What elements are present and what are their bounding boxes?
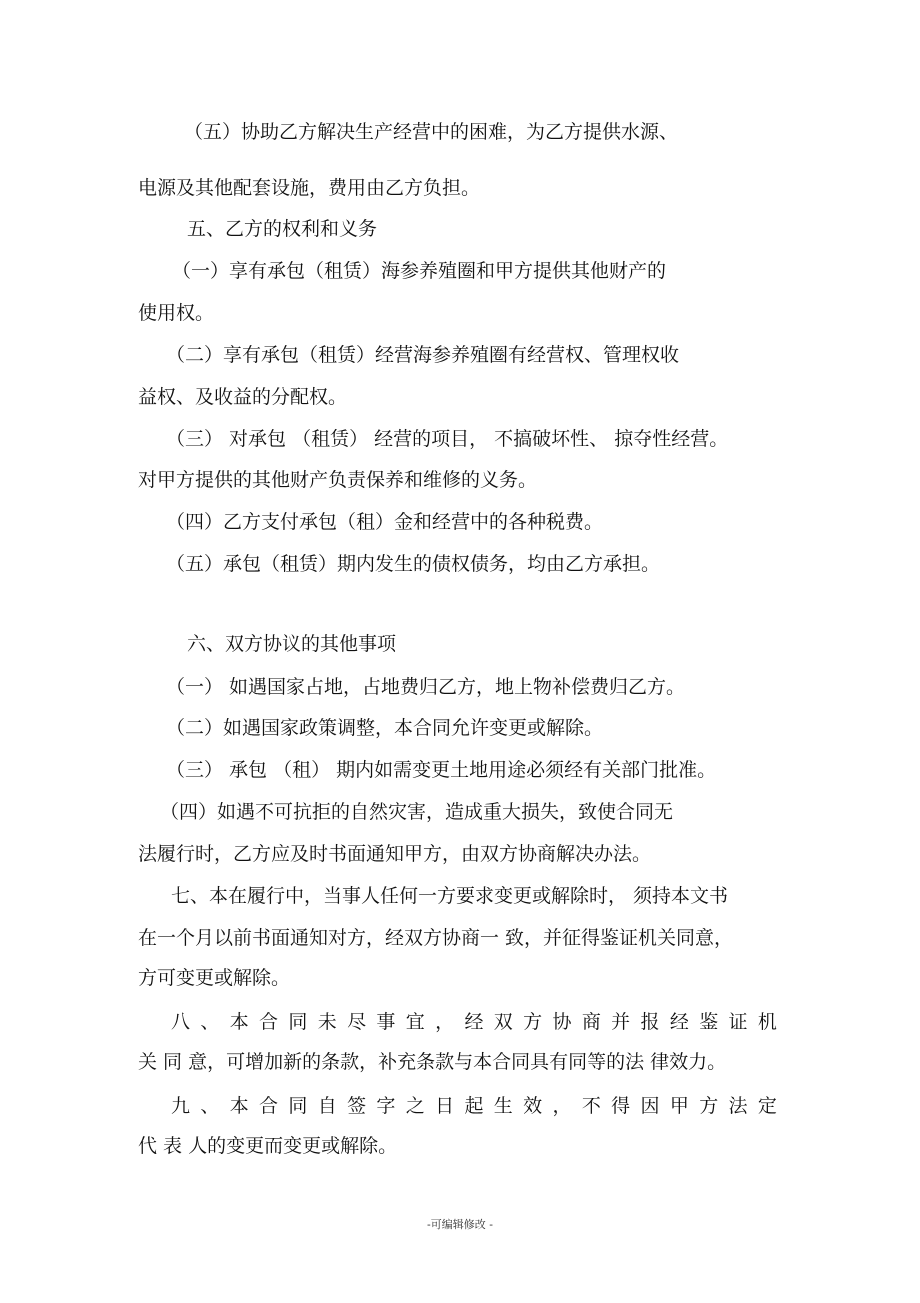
text-char: 协 bbox=[552, 1011, 572, 1033]
text-line: （二）如遇国家政策调整，本合同允许变更或解除。 bbox=[166, 717, 604, 739]
text-char: 本 bbox=[229, 1011, 249, 1033]
text-char: 起 bbox=[464, 1095, 484, 1117]
text-char: 、 bbox=[200, 1011, 220, 1033]
text-char: 甲 bbox=[669, 1095, 689, 1117]
text-char: 自 bbox=[317, 1095, 337, 1117]
text-char: 未 bbox=[317, 1011, 337, 1033]
text-char: 同 bbox=[288, 1011, 308, 1033]
text-char: 尽 bbox=[347, 1011, 367, 1033]
text-char: 因 bbox=[640, 1095, 660, 1117]
text-line: 对甲方提供的其他财产负责保养和维修的义务。 bbox=[138, 469, 538, 491]
text-line: 法履行时，乙方应及时书面通知甲方，由双方协商解决办法。 bbox=[138, 843, 652, 865]
text-char: 法 bbox=[728, 1095, 748, 1117]
text-line: 使用权。 bbox=[138, 302, 215, 324]
text-char: 不 bbox=[581, 1095, 601, 1117]
text-char: 生 bbox=[493, 1095, 513, 1117]
text-char: 定 bbox=[757, 1095, 777, 1117]
text-char: 证 bbox=[728, 1011, 748, 1033]
text-line: 关 同 意，可增加新的条款，补充条款与本合同具有同等的法 律效力。 bbox=[138, 1051, 727, 1073]
text-char: 字 bbox=[376, 1095, 396, 1117]
text-char: 经 bbox=[669, 1011, 689, 1033]
text-line-justified bbox=[171, 1010, 777, 1034]
text-char: 商 bbox=[581, 1011, 601, 1033]
text-char: 之 bbox=[405, 1095, 425, 1117]
text-char: 鉴 bbox=[699, 1011, 719, 1033]
text-line: （四）乙方支付承包（租）金和经营中的各种税费。 bbox=[166, 511, 604, 533]
text-char: 九 bbox=[171, 1095, 191, 1117]
text-line: （五）承包（租赁）期内发生的债权债务，均由乙方承担。 bbox=[166, 553, 661, 575]
text-char: ， bbox=[435, 1011, 455, 1033]
text-char: 效 bbox=[523, 1095, 543, 1117]
text-line: （一）享有承包（租赁）海参养殖圈和甲方提供其他财产的 bbox=[172, 260, 667, 282]
text-char: 本 bbox=[229, 1095, 249, 1117]
text-line: 方可变更或解除。 bbox=[138, 967, 291, 989]
text-char: 八 bbox=[171, 1011, 191, 1033]
text-char: 机 bbox=[757, 1011, 777, 1033]
text-char: ， bbox=[552, 1095, 572, 1117]
text-line: （五）协助乙方解决生产经营中的困难，为乙方提供水源、 bbox=[184, 121, 679, 143]
text-char: 得 bbox=[611, 1095, 631, 1117]
text-line: （二）享有承包（租赁）经营海参养殖圈有经营权、管理权收 bbox=[166, 344, 680, 366]
text-line-justified bbox=[171, 1094, 777, 1118]
text-char: 签 bbox=[347, 1095, 367, 1117]
text-char: 、 bbox=[200, 1095, 220, 1117]
text-line: 七、本在履行中，当事人任何一方要求变更或解除时， 须持本文书 bbox=[171, 885, 729, 907]
text-line: （四）如遇不可抗拒的自然灾害，造成重大损失，致使合同无 bbox=[160, 801, 674, 823]
text-char: 同 bbox=[288, 1095, 308, 1117]
text-line: （三） 承包 （租） 期内如需变更土地用途必须经有关部门批准。 bbox=[166, 759, 717, 781]
text-line: 代 表 人的变更而变更或解除。 bbox=[138, 1135, 398, 1157]
text-char: 并 bbox=[611, 1011, 631, 1033]
text-line: （三） 对承包 （租赁） 经营的项目， 不搞破坏性、 掠夺性经营。 bbox=[166, 428, 729, 450]
text-char: 方 bbox=[523, 1011, 543, 1033]
text-line: 益权、及收益的分配权。 bbox=[138, 386, 348, 408]
text-char: 合 bbox=[259, 1095, 279, 1117]
text-char: 报 bbox=[640, 1011, 660, 1033]
section-heading: 六、双方协议的其他事项 bbox=[187, 633, 397, 655]
text-line: （一） 如遇国家占地，占地费归乙方，地上物补偿费归乙方。 bbox=[166, 676, 686, 698]
text-char: 事 bbox=[376, 1011, 396, 1033]
text-line: 在一个月以前书面通知对方，经双方协商一 致，并征得鉴证机关同意， bbox=[138, 927, 734, 949]
text-char: 方 bbox=[699, 1095, 719, 1117]
text-char: 合 bbox=[259, 1011, 279, 1033]
text-char: 双 bbox=[493, 1011, 513, 1033]
text-char: 经 bbox=[464, 1011, 484, 1033]
text-char: 宜 bbox=[405, 1011, 425, 1033]
text-char: 日 bbox=[435, 1095, 455, 1117]
text-line: 电源及其他配套设施，费用由乙方负担。 bbox=[138, 177, 481, 199]
page-footer: -可编辑修改 - bbox=[427, 1218, 493, 1231]
section-heading: 五、乙方的权利和义务 bbox=[187, 218, 378, 240]
